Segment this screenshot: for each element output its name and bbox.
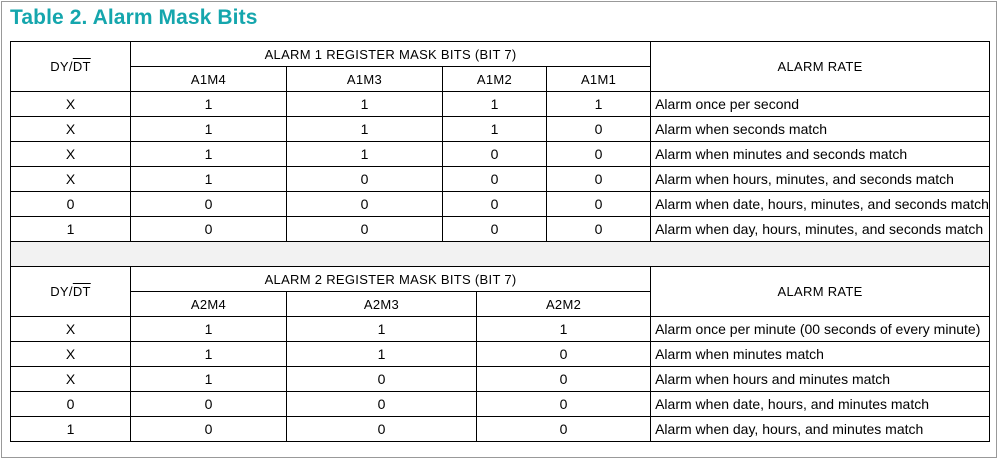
bit-cell: 1 xyxy=(131,142,287,167)
bit-cell: 1 xyxy=(131,342,287,367)
table-row xyxy=(11,142,990,167)
group-header: ALARM 1 REGISTER MASK BITS (BIT 7) xyxy=(131,42,651,67)
table-row xyxy=(11,167,990,192)
bit-cell: 0 xyxy=(547,167,651,192)
bit-cell: 1 xyxy=(477,317,651,342)
bit-cell: 0 xyxy=(287,192,443,217)
alarm-mask-bits-table xyxy=(10,41,990,442)
dydt-cell: 0 xyxy=(11,392,131,417)
group-header: ALARM 2 REGISTER MASK BITS (BIT 7) xyxy=(131,267,651,292)
bit-cell: 1 xyxy=(287,342,477,367)
table-row xyxy=(11,92,990,117)
dydt-cell: X xyxy=(11,92,131,117)
dydt-cell: 1 xyxy=(11,217,131,242)
alarm-rate-cell: Alarm when minutes and seconds match xyxy=(651,142,990,167)
bit-cell: 1 xyxy=(131,167,287,192)
bit-cell: 1 xyxy=(287,117,443,142)
bit-cell: 1 xyxy=(287,317,477,342)
bit-cell: 0 xyxy=(547,192,651,217)
bit-cell: 0 xyxy=(131,417,287,442)
alarm-rate-cell: Alarm when minutes match xyxy=(651,342,990,367)
dydt-cell: X xyxy=(11,117,131,142)
dydt-overline: $\overline{DT}$ xyxy=(72,284,91,299)
bit-cell: 1 xyxy=(443,117,547,142)
table-row xyxy=(11,192,990,217)
table-body xyxy=(11,42,990,442)
alarm-rate-cell: Alarm when day, hours, minutes, and seconds match xyxy=(651,217,990,242)
alarm-rate-cell: Alarm when day, hours, and minutes match xyxy=(651,417,990,442)
bit-cell: 0 xyxy=(477,342,651,367)
bit-cell: 0 xyxy=(477,367,651,392)
alarm-rate-cell: Alarm when hours and minutes match xyxy=(651,367,990,392)
dydt-prefix: DY/ xyxy=(50,59,73,74)
alarm-rate-cell: Alarm once per second xyxy=(651,92,990,117)
bit-header: A1M1 xyxy=(547,67,651,92)
bit-cell: 0 xyxy=(131,217,287,242)
bit-header: A1M3 xyxy=(287,67,443,92)
bit-cell: 0 xyxy=(131,392,287,417)
bit-cell: 1 xyxy=(547,92,651,117)
alarm-rate-cell: Alarm when hours, minutes, and seconds match xyxy=(651,167,990,192)
bit-header: A2M2 xyxy=(477,292,651,317)
bit-cell: 0 xyxy=(477,392,651,417)
bit-cell: 0 xyxy=(443,192,547,217)
bit-cell: 0 xyxy=(547,142,651,167)
bit-cell: 0 xyxy=(287,392,477,417)
bit-cell: 0 xyxy=(131,192,287,217)
table-row xyxy=(11,217,990,242)
dydt-cell: 0 xyxy=(11,192,131,217)
alarm-rate-cell: Alarm when date, hours, and minutes match xyxy=(651,392,990,417)
dydt-cell: X xyxy=(11,317,131,342)
bit-cell: 0 xyxy=(547,117,651,142)
bit-cell: 1 xyxy=(287,142,443,167)
alarm-rate-cell: Alarm when seconds match xyxy=(651,117,990,142)
alarm-rate-cell: Alarm when date, hours, minutes, and seconds match xyxy=(651,192,990,217)
alarm-rate-cell: Alarm once per minute (00 seconds of every minute) xyxy=(651,317,990,342)
table-row xyxy=(11,417,990,442)
alarm-rate-header: ALARM RATE xyxy=(651,42,990,92)
spacer-cell xyxy=(11,242,990,267)
bit-cell: 0 xyxy=(287,217,443,242)
bit-cell: 1 xyxy=(443,92,547,117)
bit-cell: 0 xyxy=(443,142,547,167)
bit-cell: 0 xyxy=(287,167,443,192)
bit-header: A2M3 xyxy=(287,292,477,317)
header-row xyxy=(11,42,990,67)
dydt-cell: X xyxy=(11,167,131,192)
dydt-cell: X xyxy=(11,342,131,367)
dydt-header xyxy=(11,267,131,317)
table-row xyxy=(11,117,990,142)
table-row xyxy=(11,392,990,417)
bit-header: A1M4 xyxy=(131,67,287,92)
dydt-header xyxy=(11,42,131,92)
bit-cell: 0 xyxy=(477,417,651,442)
section-spacer xyxy=(11,242,990,267)
bit-cell: 0 xyxy=(443,217,547,242)
bit-cell: 0 xyxy=(547,217,651,242)
dydt-cell: X xyxy=(11,142,131,167)
bit-header: A1M2 xyxy=(443,67,547,92)
bit-cell: 1 xyxy=(131,367,287,392)
table-row xyxy=(11,317,990,342)
bit-cell: 0 xyxy=(287,417,477,442)
bit-cell: 0 xyxy=(287,367,477,392)
table-row xyxy=(11,367,990,392)
dydt-overline: $\overline{DT}$ xyxy=(72,59,91,74)
alarm-rate-header: ALARM RATE xyxy=(651,267,990,317)
header-row xyxy=(11,267,990,292)
bit-cell: 1 xyxy=(131,317,287,342)
table-row xyxy=(11,342,990,367)
bit-header: A2M4 xyxy=(131,292,287,317)
bit-cell: 1 xyxy=(131,117,287,142)
table-title: Table 2. Alarm Mask Bits xyxy=(10,6,258,29)
dydt-cell: X xyxy=(11,367,131,392)
bit-cell: 1 xyxy=(131,92,287,117)
dydt-cell: 1 xyxy=(11,417,131,442)
bit-cell: 0 xyxy=(443,167,547,192)
dydt-prefix: DY/ xyxy=(50,284,73,299)
bit-cell: 1 xyxy=(287,92,443,117)
